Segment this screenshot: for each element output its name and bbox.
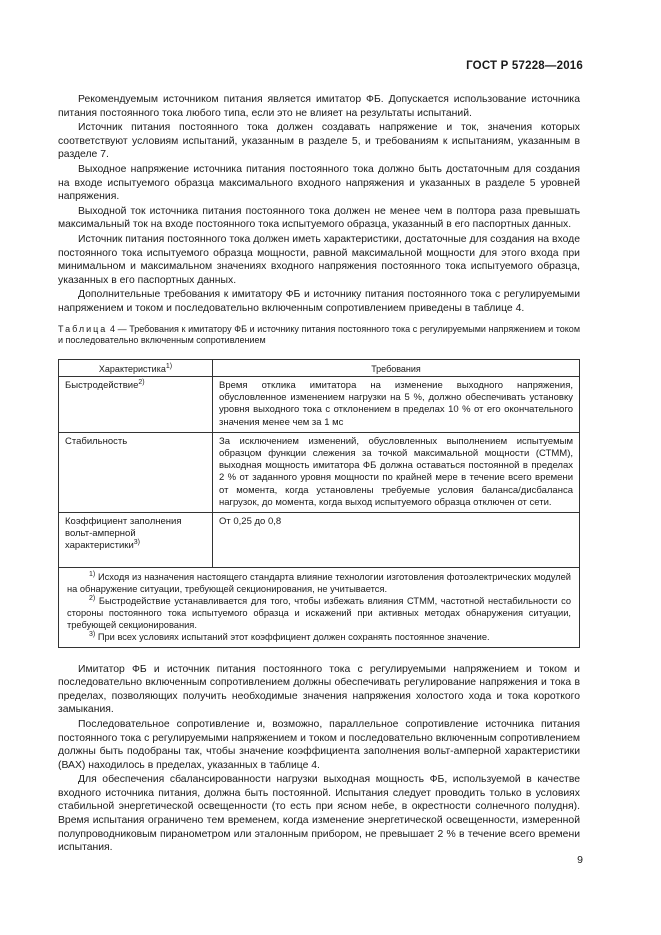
paragraph: Источник питания постоянного тока должен создавать напряжение и ток, значения которых соответствуют условиям испытаний, указанным в разделе 5, и требованиям к испытаниям, указанным в разделе 7. [58,122,580,161]
table-caption [58,324,580,347]
table-row [59,376,580,432]
footnote: $^{2)}$ Быстродействие устанавливается для того, чтобы избежать влияния СТММ, частотной нестабильности со стороны постоянного тока испытуемого образца и искажений при активных методах обнаружения ситуации, требующей секционирования. [67,594,571,630]
paragraph: Выходное напряжение источника питания постоянного тока должно быть достаточным для создания на входе испытуемого образца максимального входного напряжения и указанных в разделе 5 уровней напряжения. [58,163,580,203]
cell-requirement: Время отклика имитатора на изменение выходного напряжения, обусловленное изменением нагрузки на 5 %, должно обеспечивать установку уровня выходного тока с отклонением в пределах 10 % от его окончательного значения менее чем за 1 мс [213,376,580,432]
paragraph: Дополнительные требования к имитатору ФБ и источнику питания постоянного тока с регулируемыми напряжением и током и последовательно включенным сопротивлением приведены в таблице 4. [58,289,580,314]
cell-characteristic: Быстродействие$^{2)}$ [59,376,213,432]
requirements-table [58,359,580,648]
page-content [58,93,580,856]
cell-requirement: За исключением изменений, обусловленных выполнением испытуемым образцом функции слежения за точкой максимальной мощности (СТММ), выходная мощность имитатора ФБ должна оставаться постоянной в пределах 2 % от заданного уровня мощности по крайней мере в течение всего времени от момента, когда установлены требуемые условия баланса/дисбаланса нагрузок, до момента, когда выход испытуемого образца отключен от сети. [213,432,580,512]
table-caption-text: 4 — Требования к имитатору ФБ и источнику питания постоянного тока с регулируемыми напряжением и током и последовательно включенным сопротивлением [58,323,580,346]
table-footnotes [59,567,580,647]
paragraph: Выходной ток источника питания постоянного тока должен не менее чем в полтора раза превышать максимальный ток на входе постоянного тока испытуемого образца, указанный в его паспортных данных. [58,205,580,231]
column-header-requirements: Требования [213,359,580,376]
paragraph: Имитатор ФБ и источник питания постоянного тока с регулируемыми напряжением и током и последовательно включенным сопротивлением должны обеспечивать регулирование напряжения и тока в пределах, позволяющих получить необходимые значения напряжения холостого хода и тока короткого замыкания. [58,663,580,716]
cell-characteristic: Стабильность [59,432,213,512]
table-footnotes-row [59,567,580,647]
paragraph: Последовательное сопротивление и, возможно, параллельное сопротивление источника питания постоянного тока с регулируемыми напряжением и током и последовательно включенным сопротивлением должны быть подобраны так, чтобы значение коэффициента заполнения вольт-амперной характеристики (ВАХ) находилось в пределах, указанных в таблице 4. [58,718,580,771]
cell-characteristic: Коэффициент заполнения вольт-амперной характеристики$^{3)}$ [59,512,213,567]
table-caption-label: Таблица [58,323,108,334]
column-header-characteristic: Характеристика$^{1)}$ [59,359,213,376]
paragraph: Источник питания постоянного тока должен иметь характеристики, достаточные для создания на входе постоянного тока испытуемого образца мощности, равной максимальной мощности для этого входа при минимальном и максимальном значениях входного напряжения постоянного тока испытуемого образца, указанных в его паспортных данных. [58,233,580,286]
cell-requirement: От 0,25 до 0,8 [213,512,580,567]
table-row [59,512,580,567]
table-row [59,432,580,512]
footnote: $^{3)}$ При всех условиях испытаний этот коэффициент должен сохранять постоянное значение. [89,630,490,642]
paragraph: Рекомендуемым источником питания является имитатор ФБ. Допускается использование источника питания постоянного тока любого типа, если это не влияет на результаты испытаний. [58,94,580,119]
table-header-row [59,359,580,376]
paragraph: Для обеспечения сбалансированности нагрузки выходная мощность ФБ, используемой в качестве входного источника питания, должна быть постоянной. Испытания следует проводить только в условиях стабильной энергетической освещенности (то есть при ясном небе, в окрестности солнечного полудня). Время испытания ограничено тем временем, когда изменение энергетической освещенности, измеренной полупроводниковым пиранометром или эталонным прибором, не превышает 2 % в течение всего времени испытания. [58,774,580,854]
document-standard-header: ГОСТ Р 57228—2016 [466,60,583,72]
footnote: $^{1)}$ Исходя из назначения настоящего стандарта влияние технологии изготовления фотоэлектрических модулей на обнаружение ситуации, требующей секционирования, не учитывается. [67,570,571,594]
page-number: 9 [577,854,583,866]
